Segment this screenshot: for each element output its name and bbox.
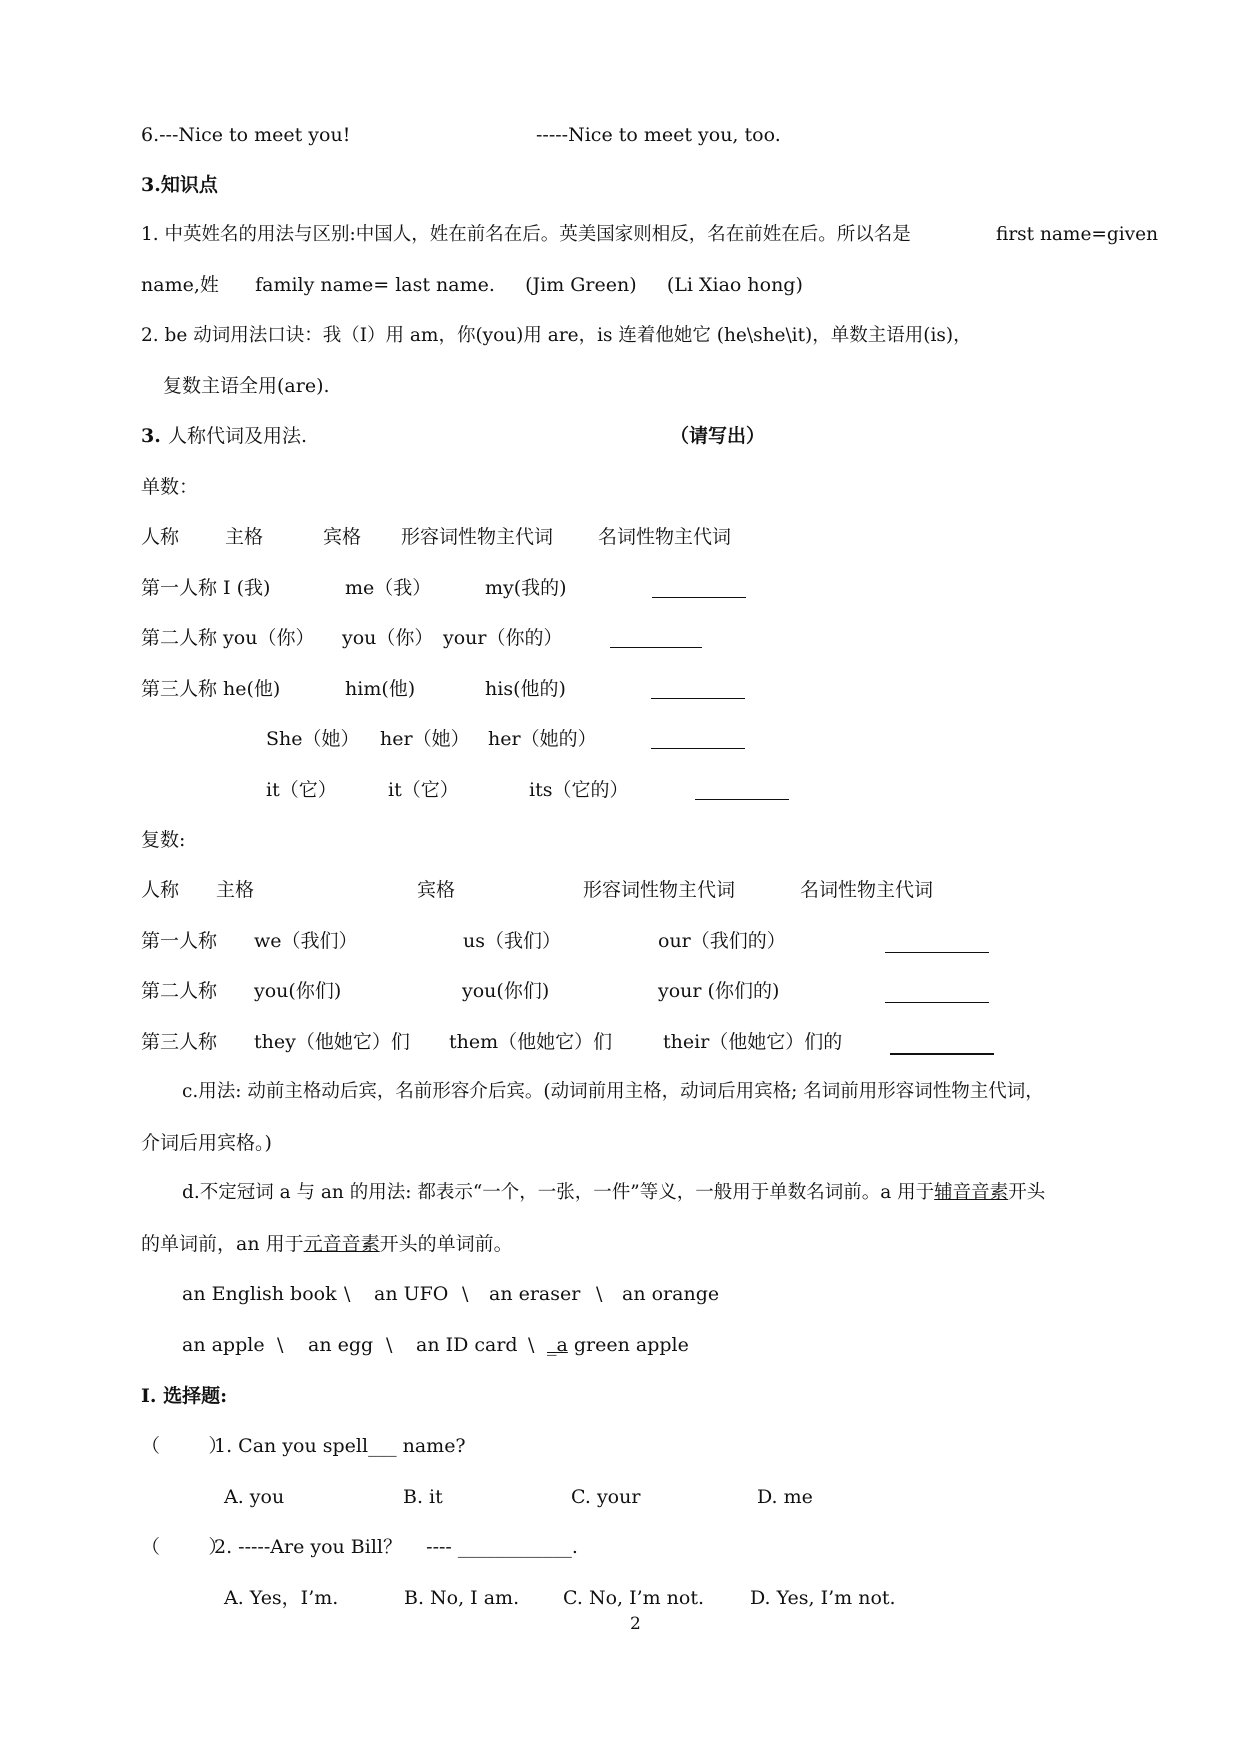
answer-bracket[interactable]: （ ） bbox=[141, 1536, 228, 1558]
answer-blank[interactable] bbox=[890, 1053, 994, 1055]
choice-heading: I. 选择题: bbox=[141, 1385, 228, 1407]
object-cell: him(他) bbox=[345, 678, 416, 700]
dialogue-6-line-b: -----Nice to meet you, too. bbox=[536, 124, 781, 146]
example-item-underlined bbox=[547, 1332, 689, 1358]
point-2-line-1: 2. be 动词用法口诀：我（I）用 am，你(you)用 are，is 连着他她它 (he\she\it)，单数主语用(is)， bbox=[141, 325, 972, 346]
point-1-tail: first name=given bbox=[996, 224, 1159, 245]
example-item: an egg bbox=[308, 1334, 374, 1356]
adjective-cell: our（我们的） bbox=[658, 930, 786, 952]
option-c[interactable]: C. your bbox=[571, 1486, 641, 1508]
person-cell: it（它） bbox=[266, 779, 337, 801]
object-cell: them（他她它）们 bbox=[449, 1031, 613, 1053]
header-person: 人称 bbox=[141, 879, 180, 901]
object-cell: you（你） bbox=[342, 627, 434, 649]
option-d[interactable]: D. me bbox=[757, 1486, 813, 1508]
person-cell: 第二人称 bbox=[141, 980, 218, 1002]
person-cell: 第一人称 I (我) bbox=[141, 577, 271, 599]
header-adjective-possessive: 形容词性物主代词 bbox=[583, 879, 736, 901]
option-a[interactable]: A. Yes，I’m. bbox=[224, 1587, 339, 1609]
person-cell: 第二人称 you（你） bbox=[141, 627, 315, 649]
person-cell: She（她） bbox=[266, 728, 360, 750]
person-cell: 第三人称 he(他) bbox=[141, 678, 281, 700]
header-object: 宾格 bbox=[323, 526, 362, 548]
adjective-cell: her（她的） bbox=[488, 728, 597, 750]
subject-cell: they（他她它）们 bbox=[254, 1031, 410, 1053]
answer-blank[interactable] bbox=[651, 698, 745, 699]
adjective-cell: your（你的） bbox=[443, 627, 563, 649]
plural-label: 复数: bbox=[141, 829, 186, 851]
adjective-cell: his(他的) bbox=[485, 678, 566, 700]
usage-d-text: 开头 bbox=[1008, 1182, 1046, 1203]
example-item: an ID card bbox=[416, 1334, 518, 1356]
answer-blank[interactable] bbox=[885, 952, 989, 953]
point-3-title: 人称代词及用法. bbox=[168, 425, 308, 447]
example-separator: \ bbox=[462, 1283, 469, 1305]
option-a[interactable]: A. you bbox=[224, 1486, 285, 1508]
example-item: an eraser bbox=[489, 1283, 581, 1305]
option-b[interactable]: B. No, I am. bbox=[404, 1587, 520, 1609]
usage-c-line-1: c.用法: 动前主格动后宾，名前形容介后宾。(动词前用主格，动词后用宾格; 名词前用形容词性物主代词， bbox=[182, 1081, 1044, 1102]
point-1-line-2: name,姓 family name= last name. (Jim Green) (Li Xiao hong) bbox=[141, 274, 803, 296]
adjective-cell: its（它的） bbox=[529, 779, 629, 801]
header-subject: 主格 bbox=[216, 879, 255, 901]
adjective-cell: your (你们的) bbox=[658, 980, 780, 1002]
person-cell: 第三人称 bbox=[141, 1031, 218, 1053]
example-separator: \ bbox=[596, 1283, 603, 1305]
object-cell: it（它） bbox=[388, 779, 459, 801]
consonant-phoneme-term: 辅音音素 bbox=[934, 1182, 1009, 1203]
question-text: 1. Can you spell___ name? bbox=[214, 1435, 466, 1457]
answer-blank[interactable] bbox=[695, 799, 789, 800]
example-separator: \ bbox=[277, 1334, 284, 1356]
header-object: 宾格 bbox=[417, 879, 456, 901]
example-item: an orange bbox=[622, 1283, 720, 1305]
point-3-number: 3. bbox=[141, 425, 161, 447]
object-cell: her（她） bbox=[380, 728, 470, 750]
subject-cell: we（我们） bbox=[254, 930, 358, 952]
question-text: 2. -----Are you Bill？ ---- ____________. bbox=[214, 1536, 578, 1558]
dialogue-6-line-a: 6.---Nice to meet you! bbox=[141, 124, 351, 146]
usage-d-text: 的单词前，an 用于 bbox=[141, 1233, 304, 1255]
option-c[interactable]: C. No, I’m not. bbox=[563, 1587, 705, 1609]
section-3-heading: 3.知识点 bbox=[141, 174, 218, 196]
object-cell: you(你们) bbox=[462, 980, 550, 1002]
usage-d-text: d.不定冠词 a 与 an 的用法: 都表示“一个，一张，一件”等义，一般用于单数名词前。a 用于 bbox=[182, 1182, 935, 1203]
example-item: an apple bbox=[182, 1334, 265, 1356]
example-item: an English book bbox=[182, 1283, 337, 1305]
usage-c-line-2: 介词后用宾格。) bbox=[141, 1132, 272, 1154]
header-person: 人称 bbox=[141, 526, 180, 548]
usage-d-line-1 bbox=[182, 1180, 1045, 1206]
usage-d-line-2 bbox=[141, 1231, 513, 1257]
person-cell: 第一人称 bbox=[141, 930, 218, 952]
header-noun-possessive: 名词性物主代词 bbox=[800, 879, 934, 901]
object-cell: me（我） bbox=[345, 577, 432, 599]
example-tail: green apple bbox=[573, 1334, 689, 1356]
example-separator: \ bbox=[344, 1283, 351, 1305]
adjective-cell: their（他她它）们的 bbox=[663, 1031, 843, 1053]
answer-bracket[interactable]: （ ） bbox=[141, 1435, 228, 1457]
point-1-line-1: 1. 中英姓名的用法与区别:中国人，姓在前名在后。英美国家则相反，名在前姓在后。所以名是 bbox=[141, 224, 911, 245]
option-b[interactable]: B. it bbox=[403, 1486, 443, 1508]
example-separator: \ bbox=[528, 1334, 535, 1356]
header-adjective-possessive: 形容词性物主代词 bbox=[401, 526, 554, 548]
header-noun-possessive: 名词性物主代词 bbox=[598, 526, 732, 548]
answer-blank[interactable] bbox=[610, 647, 702, 648]
option-d[interactable]: D. Yes, I’m not. bbox=[750, 1587, 896, 1609]
answer-blank[interactable] bbox=[651, 748, 745, 749]
subject-cell: you(你们) bbox=[254, 980, 342, 1002]
page-number: 2 bbox=[630, 1614, 641, 1634]
point-2-line-2: 复数主语全用(are). bbox=[163, 375, 330, 397]
answer-blank[interactable] bbox=[885, 1002, 989, 1003]
object-cell: us（我们） bbox=[463, 930, 561, 952]
example-separator: \ bbox=[386, 1334, 393, 1356]
vowel-phoneme-term: 元音音素 bbox=[303, 1233, 380, 1255]
example-item: an UFO bbox=[374, 1283, 449, 1305]
singular-label: 单数： bbox=[141, 476, 199, 498]
filled-article: _a bbox=[547, 1334, 568, 1356]
usage-d-text: 开头的单词前。 bbox=[379, 1233, 513, 1255]
header-subject: 主格 bbox=[225, 526, 264, 548]
adjective-cell: my(我的) bbox=[485, 577, 567, 599]
point-3-note: （请写出） bbox=[670, 425, 766, 447]
answer-blank[interactable] bbox=[652, 597, 746, 598]
